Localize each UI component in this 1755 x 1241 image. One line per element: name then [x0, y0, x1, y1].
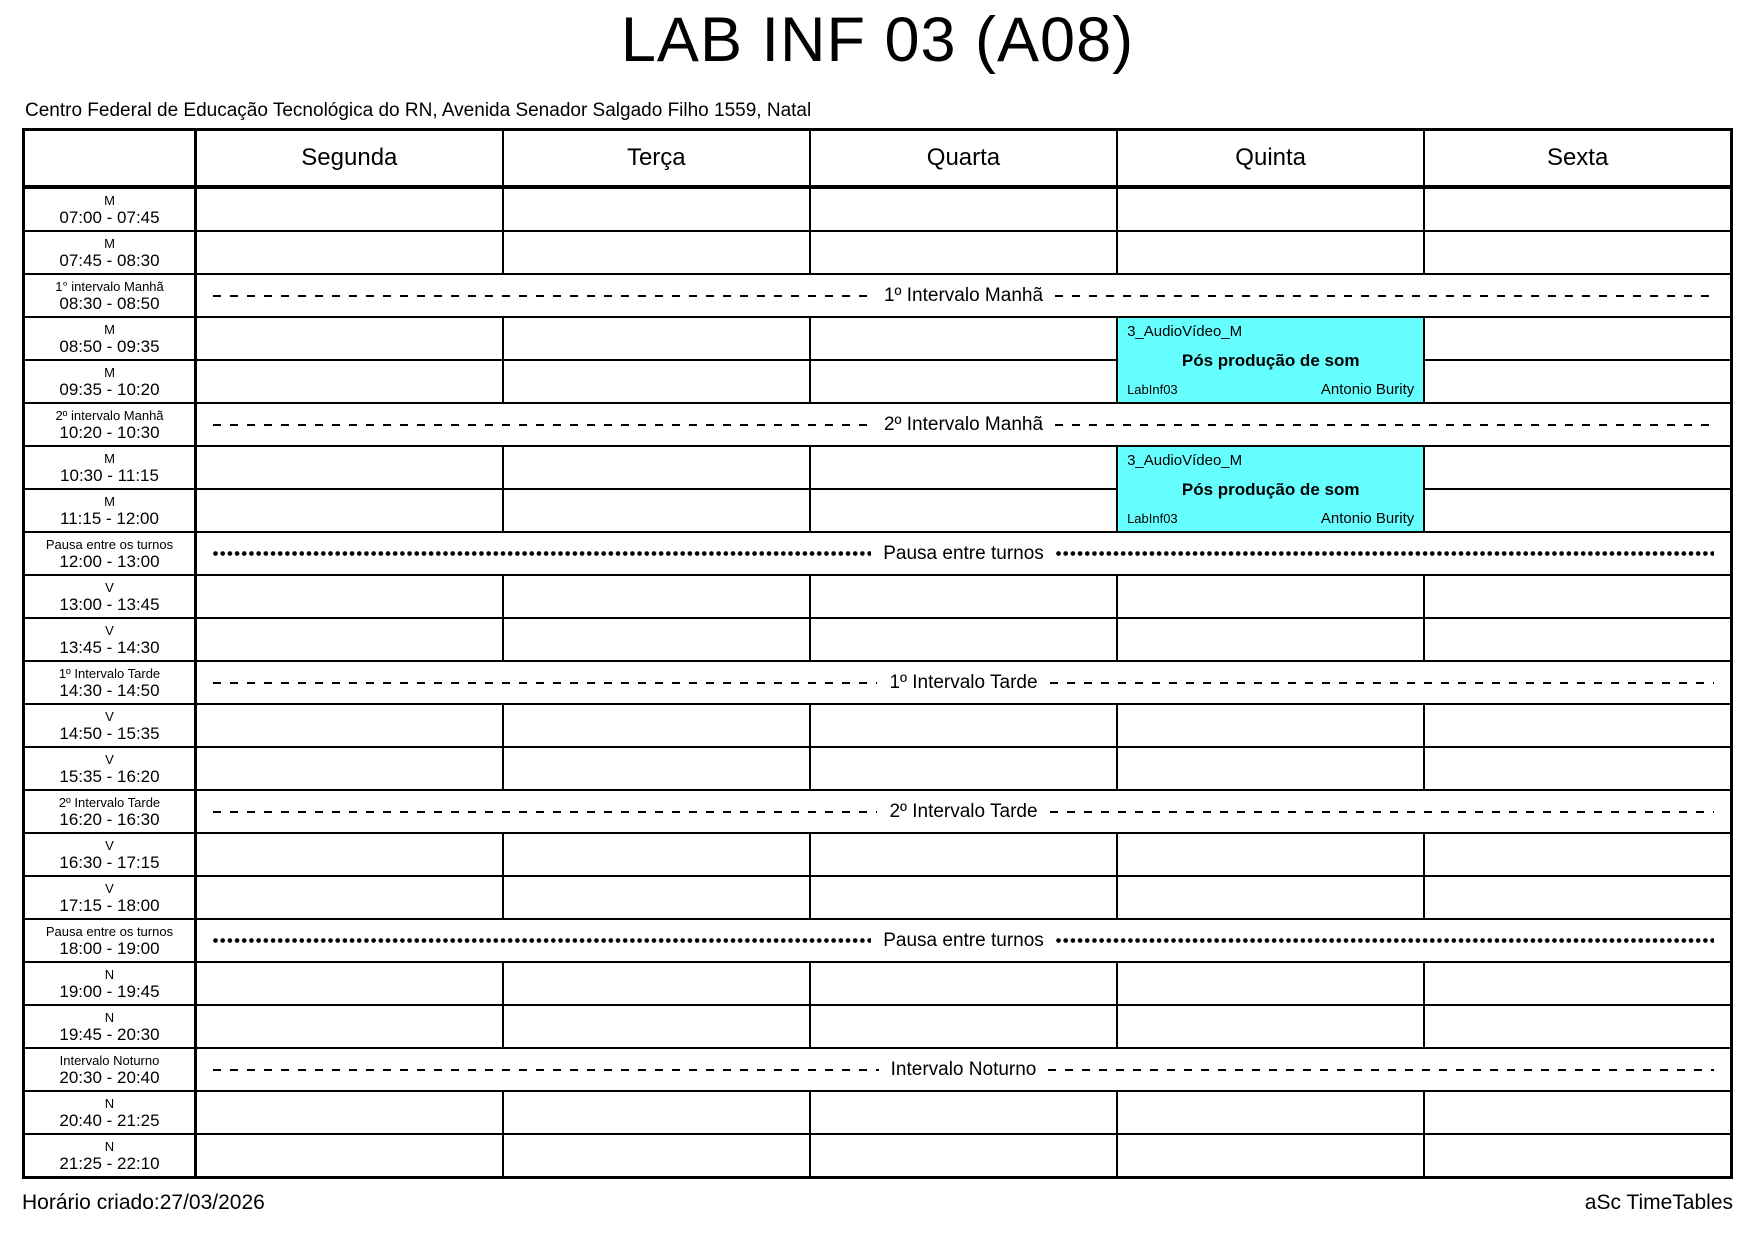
schedule-cell-empty [196, 317, 503, 360]
time-slot-label: Intervalo Noturno [59, 1052, 160, 1068]
time-slot-range: 20:30 - 20:40 [59, 1067, 160, 1087]
lesson-row [24, 489, 1732, 532]
lesson-row [24, 317, 1732, 360]
time-slot-range: 16:30 - 17:15 [59, 852, 160, 872]
schedule-cell-empty [503, 704, 810, 747]
break-row [24, 403, 1732, 446]
schedule-cell-empty [196, 231, 503, 274]
time-slot-label: N [104, 1009, 115, 1025]
time-slot-label: V [105, 837, 114, 853]
lesson-room: LabInf03 [1127, 511, 1178, 526]
schedule-cell-empty [503, 962, 810, 1005]
schedule-cell-empty [196, 360, 503, 403]
lesson-row [24, 1005, 1732, 1048]
lesson-row [24, 962, 1732, 1005]
break-banner-cell [196, 532, 1732, 575]
schedule-cell-empty [1117, 187, 1424, 231]
time-slot-range: 07:45 - 08:30 [59, 250, 160, 270]
break-line-left [213, 811, 877, 813]
break-row [24, 790, 1732, 833]
break-banner-label: 2º Intervalo Manhã [883, 413, 1044, 435]
schedule-cell-empty [810, 618, 1117, 661]
day-header-segunda: Segunda [196, 130, 503, 188]
time-slot-label: N [104, 1138, 115, 1154]
break-banner [197, 285, 1730, 307]
schedule-cell-empty [1117, 618, 1424, 661]
time-slot-label: Pausa entre os turnos [45, 923, 174, 939]
schedule-cell-empty [1424, 747, 1731, 790]
schedule-cell-empty [1424, 360, 1731, 403]
schedule-cell-empty [1117, 962, 1424, 1005]
schedule-cell-empty [196, 833, 503, 876]
lesson-row [24, 833, 1732, 876]
time-slot-label: M [104, 192, 115, 208]
break-banner [197, 801, 1730, 823]
lesson-footer [1127, 381, 1414, 398]
break-banner-cell [196, 274, 1732, 317]
schedule-cell-empty [1424, 489, 1731, 532]
schedule-cell-empty [810, 962, 1117, 1005]
time-slot-cell [24, 1005, 196, 1048]
time-slot-label: V [105, 579, 114, 595]
lesson-row [24, 1091, 1732, 1134]
time-slot-cell [24, 919, 196, 962]
time-slot-cell [24, 661, 196, 704]
break-banner [197, 414, 1730, 436]
page-title: LAB INF 03 (A08) [620, 5, 1135, 75]
time-slot-label: V [105, 708, 114, 724]
time-slot-label: V [105, 751, 114, 767]
schedule-cell-empty [196, 704, 503, 747]
schedule-cell-empty [503, 231, 810, 274]
footer-brand: aSc TimeTables [1584, 1191, 1733, 1214]
time-slot-cell [24, 532, 196, 575]
schedule-cell-empty [196, 1134, 503, 1178]
lesson-row [24, 187, 1732, 231]
schedule-cell-empty [503, 833, 810, 876]
schedule-cell-empty [810, 704, 1117, 747]
time-slot-range: 08:30 - 08:50 [59, 293, 160, 313]
lesson-block[interactable] [1117, 446, 1424, 532]
time-slot-range: 13:45 - 14:30 [59, 637, 160, 657]
time-slot-label: N [104, 1095, 115, 1111]
time-slot-range: 08:50 - 09:35 [59, 336, 160, 356]
schedule-cell-empty [196, 1005, 503, 1048]
break-banner [197, 543, 1730, 565]
schedule-cell-empty [810, 446, 1117, 489]
time-slot-cell [24, 446, 196, 489]
break-line-left [213, 682, 877, 684]
time-slot-cell [24, 962, 196, 1005]
footer-created-date: Horário criado:27/03/2026 [22, 1191, 265, 1214]
schedule-cell-empty [1424, 317, 1731, 360]
schedule-cell-empty [1117, 1091, 1424, 1134]
time-slot-cell [24, 187, 196, 231]
schedule-cell-empty [810, 317, 1117, 360]
schedule-cell-empty [196, 187, 503, 231]
schedule-cell-empty [503, 1091, 810, 1134]
time-slot-cell [24, 1134, 196, 1178]
time-slot-range: 15:35 - 16:20 [59, 766, 160, 786]
time-slot-cell [24, 747, 196, 790]
break-line-right [1048, 1069, 1714, 1071]
time-slot-label: M [104, 493, 115, 509]
schedule-cell-empty [1117, 575, 1424, 618]
schedule-cell-empty [1424, 704, 1731, 747]
lesson-row [24, 446, 1732, 489]
day-header-quarta: Quarta [810, 130, 1117, 188]
schedule-cell-empty [503, 360, 810, 403]
schedule-cell-empty [196, 876, 503, 919]
schedule-cell-empty [810, 747, 1117, 790]
lesson-teacher: Antonio Burity [1320, 510, 1415, 527]
schedule-cell-empty [1117, 876, 1424, 919]
schedule-cell-empty [1424, 1091, 1731, 1134]
break-line-right [1056, 938, 1714, 943]
time-slot-cell [24, 489, 196, 532]
time-slot-label: M [104, 364, 115, 380]
break-banner-cell [196, 790, 1732, 833]
schedule-cell-empty [503, 575, 810, 618]
time-slot-cell [24, 1091, 196, 1134]
schedule-cell-empty [503, 747, 810, 790]
break-line-right [1055, 295, 1714, 297]
time-slot-range: 16:20 - 16:30 [59, 809, 160, 829]
time-slot-range: 11:15 - 12:00 [60, 508, 159, 528]
corner-cell [24, 130, 196, 188]
time-slot-cell [24, 704, 196, 747]
break-banner-label: Intervalo Noturno [890, 1058, 1037, 1080]
break-row [24, 1048, 1732, 1091]
schedule-cell-empty [1424, 876, 1731, 919]
schedule-cell-empty [810, 876, 1117, 919]
break-banner-cell [196, 1048, 1732, 1091]
schedule-cell-empty [810, 187, 1117, 231]
time-slot-range: 09:35 - 10:20 [59, 379, 160, 399]
lesson-class-label: 3_AudioVídeo_M [1127, 452, 1243, 469]
time-slot-cell [24, 274, 196, 317]
break-line-right [1055, 424, 1714, 426]
time-slot-range: 07:00 - 07:45 [59, 207, 160, 227]
break-line-left [213, 295, 872, 297]
break-banner-cell [196, 403, 1732, 446]
break-banner [197, 672, 1730, 694]
schedule-cell-empty [1117, 231, 1424, 274]
lesson-teacher: Antonio Burity [1320, 381, 1415, 398]
time-slot-label: 1º Intervalo Tarde [58, 665, 161, 681]
schedule-cell-empty [1424, 187, 1731, 231]
lesson-subject: Pós produção de som [1181, 350, 1360, 370]
schedule-cell-empty [503, 876, 810, 919]
schedule-cell-empty [1424, 231, 1731, 274]
time-slot-cell [24, 618, 196, 661]
time-slot-range: 17:15 - 18:00 [59, 895, 160, 915]
lesson-room: LabInf03 [1127, 382, 1178, 397]
schedule-cell-empty [196, 446, 503, 489]
break-row [24, 532, 1732, 575]
schedule-cell-empty [503, 618, 810, 661]
break-line-left [213, 424, 872, 426]
time-slot-cell [24, 833, 196, 876]
time-slot-range: 19:00 - 19:45 [59, 981, 160, 1001]
time-slot-range: 18:00 - 19:00 [59, 938, 160, 958]
schedule-cell-empty [810, 360, 1117, 403]
break-row [24, 661, 1732, 704]
time-slot-cell [24, 231, 196, 274]
lesson-row [24, 876, 1732, 919]
schedule-cell-empty [196, 962, 503, 1005]
schedule-cell-empty [503, 489, 810, 532]
break-banner-label: 1º Intervalo Manhã [883, 284, 1044, 306]
schedule-cell-empty [196, 1091, 503, 1134]
time-slot-cell [24, 403, 196, 446]
time-slot-cell [24, 790, 196, 833]
break-row [24, 274, 1732, 317]
break-banner [197, 1059, 1730, 1081]
time-slot-range: 14:50 - 15:35 [59, 723, 160, 743]
break-line-right [1050, 811, 1714, 813]
time-slot-label: 2º intervalo Manhã [55, 407, 164, 423]
break-banner-cell [196, 919, 1732, 962]
schedule-cell-empty [1424, 833, 1731, 876]
schedule-cell-empty [810, 231, 1117, 274]
page-footer [22, 1191, 1733, 1215]
time-slot-range: 19:45 - 20:30 [59, 1024, 160, 1044]
schedule-cell-empty [810, 489, 1117, 532]
schedule-cell-empty [1424, 1005, 1731, 1048]
schedule-cell-empty [503, 1134, 810, 1178]
schedule-cell-empty [1117, 833, 1424, 876]
day-header-quinta: Quinta [1117, 130, 1424, 188]
time-slot-cell [24, 360, 196, 403]
time-slot-label: V [105, 880, 114, 896]
time-slot-label: M [104, 235, 115, 251]
lesson-block[interactable] [1117, 317, 1424, 403]
time-slot-cell [24, 1048, 196, 1091]
schedule-cell-empty [1424, 618, 1731, 661]
time-slot-range: 21:25 - 22:10 [59, 1153, 160, 1173]
time-slot-range: 20:40 - 21:25 [59, 1110, 160, 1130]
schedule-cell-empty [810, 575, 1117, 618]
break-line-right [1056, 551, 1714, 556]
break-banner-cell [196, 661, 1732, 704]
time-slot-range: 10:30 - 11:15 [60, 465, 159, 485]
schedule-cell-empty [1117, 1134, 1424, 1178]
break-line-left [213, 551, 871, 556]
time-slot-cell [24, 575, 196, 618]
lesson-row [24, 618, 1732, 661]
schedule-cell-empty [1117, 1005, 1424, 1048]
schedule-cell-empty [503, 187, 810, 231]
time-slot-label: Pausa entre os turnos [45, 536, 174, 552]
lesson-footer [1127, 510, 1414, 527]
lesson-row [24, 1134, 1732, 1178]
schedule-cell-empty [196, 575, 503, 618]
time-slot-label: 1° intervalo Manhã [55, 278, 164, 294]
time-slot-cell [24, 876, 196, 919]
schedule-cell-empty [1424, 962, 1731, 1005]
header-row [24, 130, 1732, 188]
schedule-cell-empty [1424, 446, 1731, 489]
break-banner-label: Pausa entre turnos [883, 929, 1044, 951]
day-header-terca: Terça [503, 130, 810, 188]
break-line-right [1050, 682, 1714, 684]
timetable-grid [22, 128, 1733, 1179]
break-banner-label: Pausa entre turnos [883, 542, 1044, 564]
schedule-cell-empty [196, 747, 503, 790]
time-slot-range: 13:00 - 13:45 [59, 594, 160, 614]
lesson-row [24, 360, 1732, 403]
time-slot-label: V [105, 622, 114, 638]
time-slot-range: 12:00 - 13:00 [59, 551, 160, 571]
time-slot-cell [24, 317, 196, 360]
schedule-cell-empty [503, 1005, 810, 1048]
schedule-cell-empty [810, 833, 1117, 876]
schedule-cell-empty [503, 317, 810, 360]
schedule-cell-empty [1117, 747, 1424, 790]
break-banner [197, 930, 1730, 952]
lesson-class-label: 3_AudioVídeo_M [1127, 323, 1243, 340]
break-banner-label: 1º Intervalo Tarde [889, 671, 1038, 693]
time-slot-range: 10:20 - 10:30 [59, 422, 160, 442]
lesson-subject: Pós produção de som [1181, 479, 1360, 499]
time-slot-range: 14:30 - 14:50 [59, 680, 160, 700]
time-slot-label: N [104, 966, 115, 982]
time-slot-label: M [104, 321, 115, 337]
schedule-cell-empty [1117, 704, 1424, 747]
schedule-cell-empty [196, 618, 503, 661]
schedule-cell-empty [1424, 575, 1731, 618]
schedule-cell-empty [810, 1091, 1117, 1134]
break-banner-label: 2º Intervalo Tarde [889, 800, 1038, 822]
break-line-left [213, 1069, 879, 1071]
schedule-cell-empty [196, 489, 503, 532]
schedule-cell-empty [503, 446, 810, 489]
lesson-row [24, 575, 1732, 618]
schedule-cell-empty [1424, 1134, 1731, 1178]
lesson-row [24, 231, 1732, 274]
schedule-cell-empty [810, 1005, 1117, 1048]
time-slot-label: M [104, 450, 115, 466]
time-slot-label: 2º Intervalo Tarde [58, 794, 161, 810]
break-row [24, 919, 1732, 962]
page-subtitle: Centro Federal de Educação Tecnológica do RN, Avenida Senador Salgado Filho 1559, Natal [25, 100, 812, 121]
lesson-row [24, 747, 1732, 790]
lesson-row [24, 704, 1732, 747]
schedule-cell-empty [810, 1134, 1117, 1178]
day-header-sexta: Sexta [1424, 130, 1731, 188]
break-line-left [213, 938, 871, 943]
